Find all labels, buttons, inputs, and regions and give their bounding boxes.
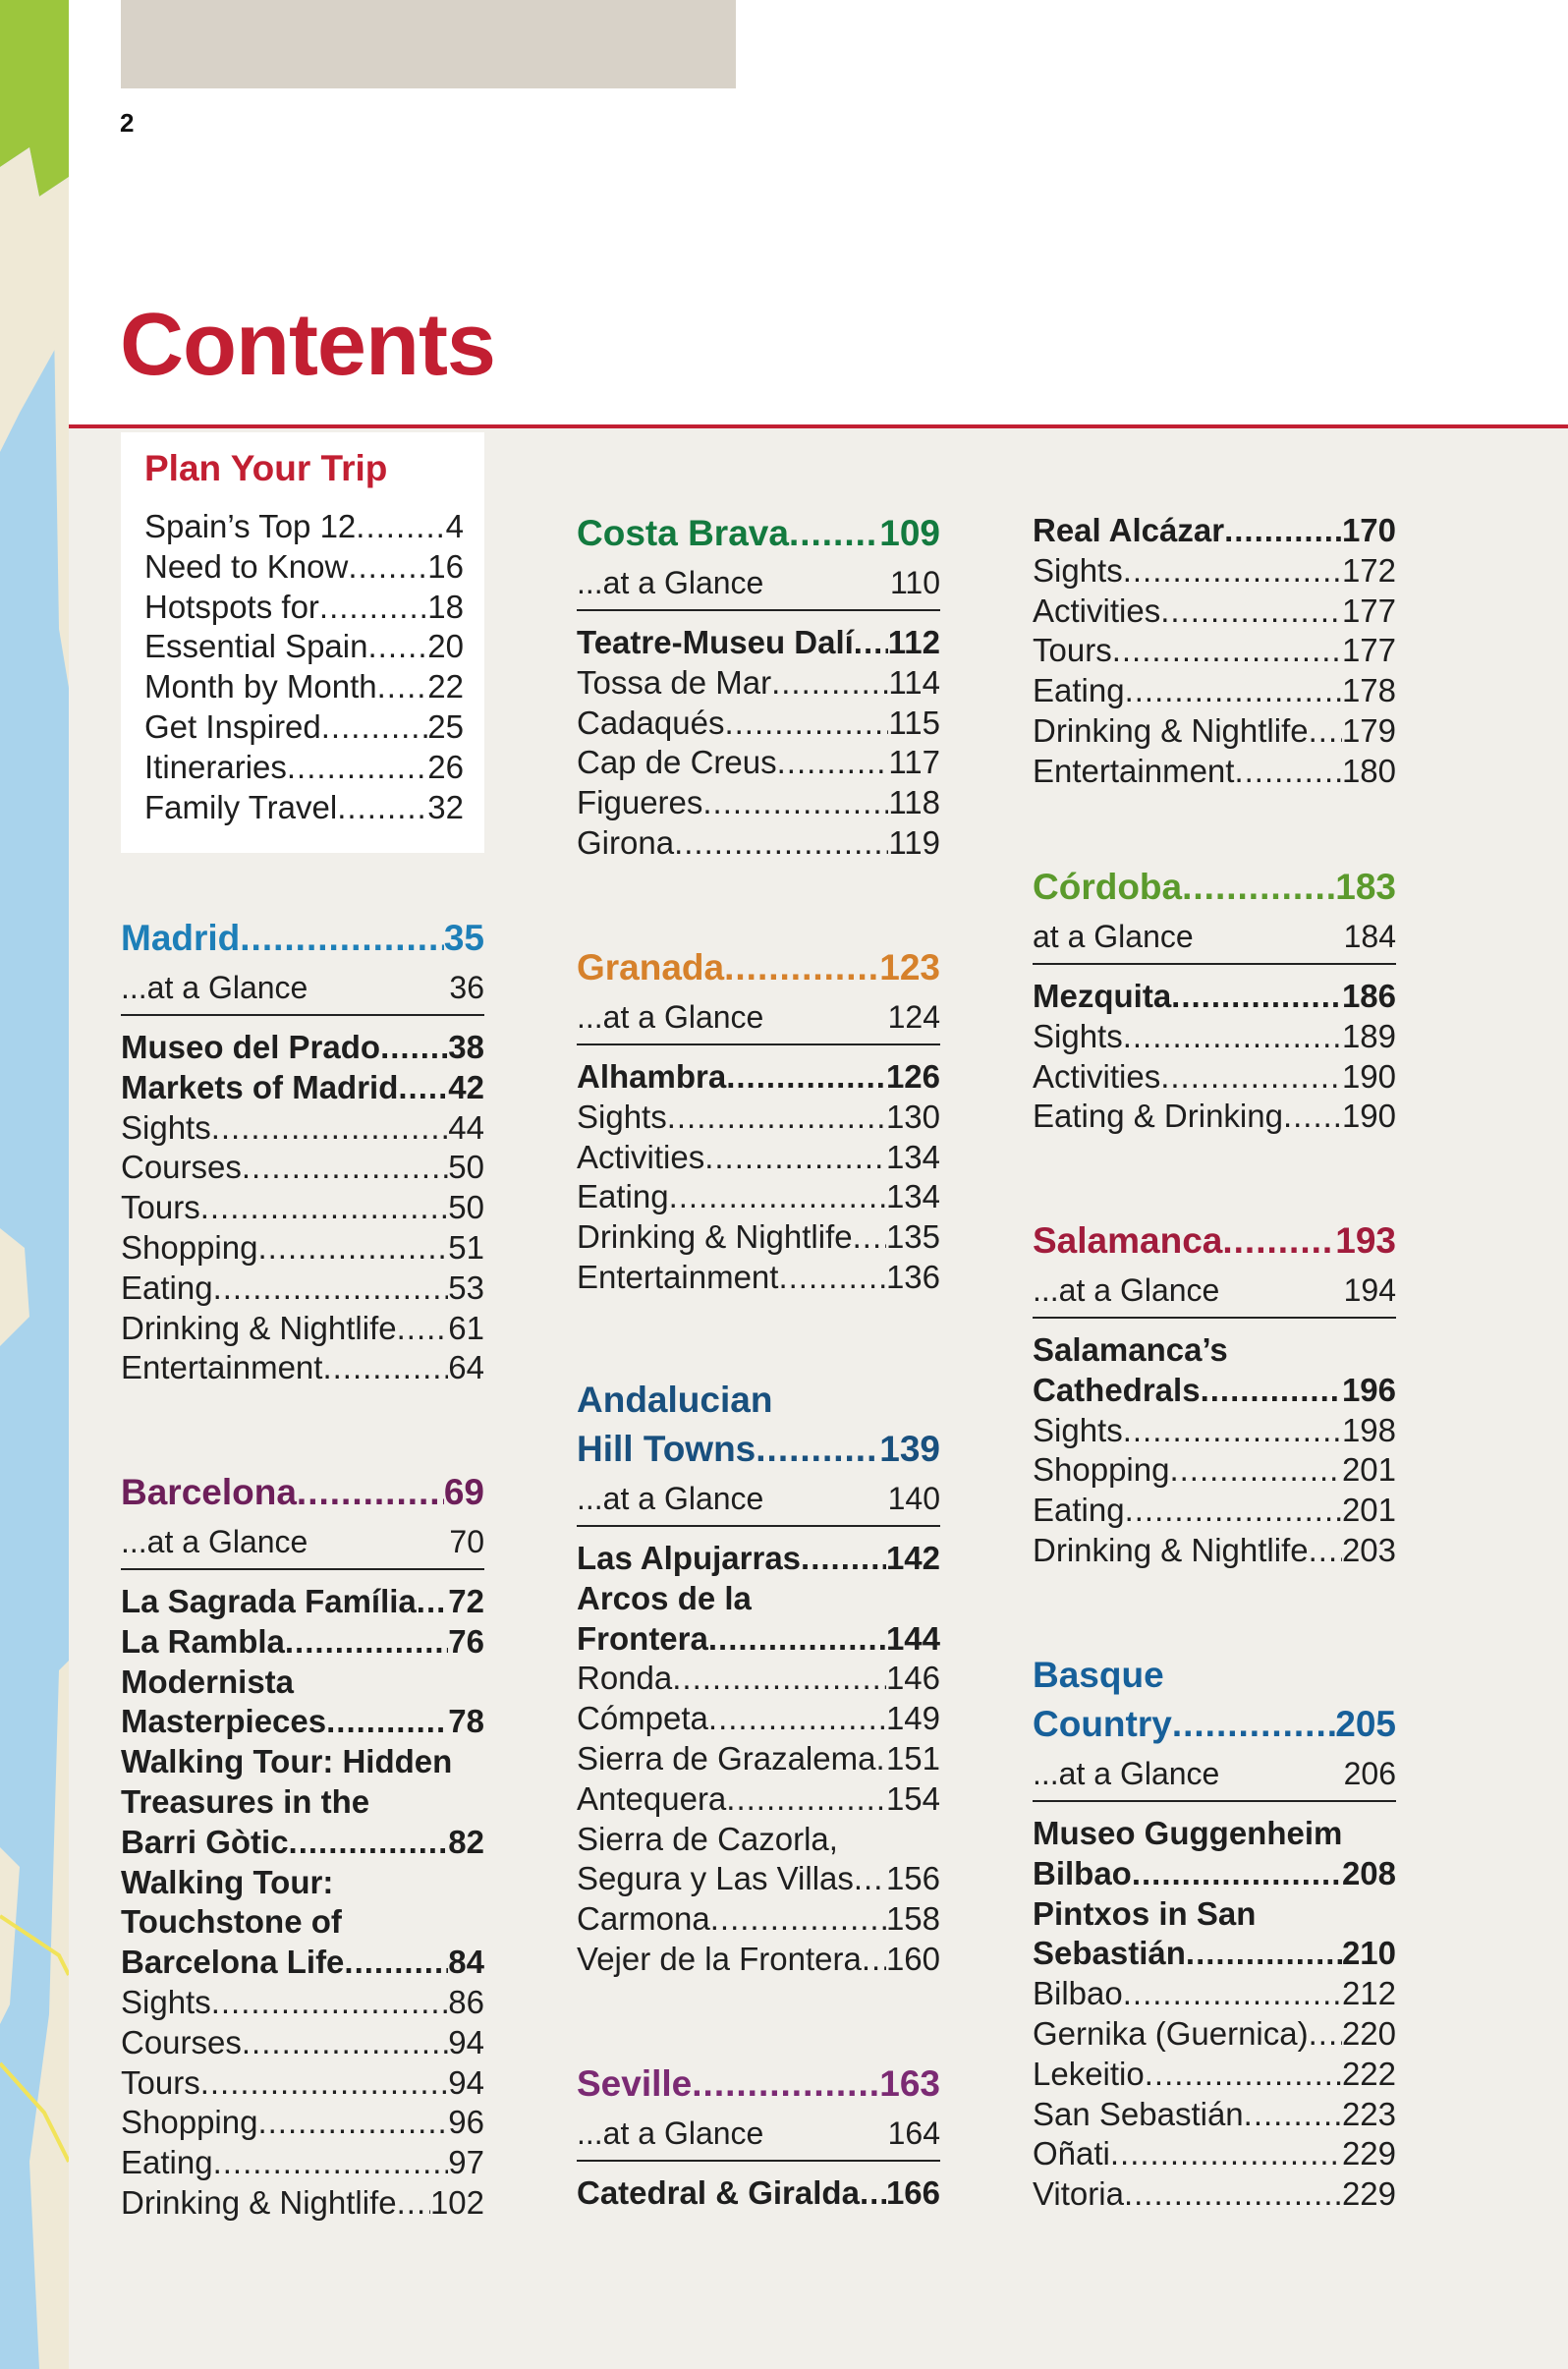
toc-entry[interactable]: Vejer de la Frontera ..... 160 (577, 1940, 940, 1980)
plan-title: Plan Your Trip (144, 448, 388, 488)
toc-entry-line[interactable]: Sierra de Cazorla, (577, 1820, 838, 1857)
map-strip (0, 0, 69, 2369)
toc-entry[interactable]: Sierra de Grazalema ..... 151 (577, 1739, 940, 1779)
section-costa-brava (577, 509, 940, 864)
toc-entry[interactable]: Shopping ..... 201 (1033, 1450, 1396, 1491)
section-andalucian-hill-towns (577, 1376, 940, 1980)
toc-entry[interactable]: Cap de Creus ..... 117 (577, 743, 940, 783)
toc-entry[interactable]: Drinking & Nightlife ..... 135 (577, 1217, 940, 1258)
at-a-glance[interactable]: ...at a Glance 70 (121, 1517, 484, 1570)
toc-entry[interactable]: Hotspots for ..... 18 (144, 588, 464, 628)
toc-entry[interactable]: Essential Spain ..... 20 (144, 627, 464, 667)
toc-entry[interactable]: Eating ..... 178 (1033, 671, 1396, 711)
toc-entry[interactable]: Activities ..... 134 (577, 1138, 940, 1178)
toc-entry[interactable]: La Rambla ..... 76 (121, 1622, 484, 1663)
toc-entry[interactable]: Drinking & Nightlife ..... 102 (121, 2183, 484, 2224)
toc-entry[interactable]: Eating & Drinking ..... 190 (1033, 1097, 1396, 1137)
section-basque-country (1033, 1651, 1396, 2215)
toc-entry[interactable]: Entertainment ..... 180 (1033, 752, 1396, 792)
toc-entry[interactable]: Sights ..... 86 (121, 1983, 484, 2023)
at-a-glance[interactable]: ...at a Glance 194 (1033, 1266, 1396, 1319)
toc-entry[interactable]: Shopping ..... 96 (121, 2103, 484, 2143)
toc-entry[interactable]: Las Alpujarras ..... 142 (577, 1539, 940, 1579)
at-a-glance[interactable]: at a Glance 184 (1033, 912, 1396, 965)
toc-entry[interactable]: Sights ..... 189 (1033, 1017, 1396, 1057)
section-title-line[interactable]: Basque (1033, 1655, 1164, 1695)
section-title[interactable]: Costa Brava ..... 109 (577, 509, 940, 558)
toc-entry[interactable]: Entertainment ..... 136 (577, 1258, 940, 1298)
at-a-glance[interactable]: ...at a Glance 110 (577, 558, 940, 611)
toc-entry[interactable]: Need to Know ..... 16 (144, 547, 464, 588)
section-title-line[interactable]: Andalucian (577, 1380, 773, 1420)
toc-entry[interactable]: Museo del Prado ..... 38 (121, 1028, 484, 1068)
toc-entry-line[interactable]: Arcos de la (577, 1579, 752, 1616)
toc-entry[interactable]: Get Inspired ..... 25 (144, 707, 464, 748)
toc-entry[interactable]: Spain’s Top 12 ..... 4 (144, 507, 464, 547)
section-cordoba (1033, 863, 1396, 1137)
toc-entry[interactable]: Sebastián ..... 210 (1033, 1934, 1396, 1974)
toc-entry[interactable]: Teatre-Museu Dalí ..... 112 (577, 623, 940, 663)
toc-entry[interactable]: Bilbao ..... 208 (1033, 1854, 1396, 1894)
section-plan-your-trip (144, 444, 464, 827)
toc-entry-line[interactable]: Walking Tour: (121, 1863, 334, 1900)
toc-entry[interactable]: Gernika (Guernica) ..... 220 (1033, 2014, 1396, 2055)
toc-entry[interactable]: Girona ..... 119 (577, 823, 940, 864)
section-salamanca (1033, 1216, 1396, 1571)
toc-entry-line[interactable]: Walking Tour: Hidden (121, 1743, 453, 1780)
section-title[interactable]: Salamanca ..... 193 (1033, 1216, 1396, 1266)
toc-entry[interactable]: Eating ..... 53 (121, 1269, 484, 1309)
toc-entry[interactable]: Catedral & Giralda ..... 166 (577, 2173, 940, 2214)
section-barcelona (121, 1468, 484, 2224)
toc-entry[interactable]: Lekeitio ..... 222 (1033, 2055, 1396, 2095)
toc-entry[interactable]: Tossa de Mar ..... 114 (577, 663, 940, 704)
toc-entry[interactable]: Courses ..... 94 (121, 2023, 484, 2063)
toc-entry-line[interactable]: Treasures in the (121, 1782, 370, 1820)
section-title[interactable]: Córdoba ..... 183 (1033, 863, 1396, 912)
toc-entry[interactable]: Family Travel ..... 32 (144, 788, 464, 828)
toc-entry[interactable]: Eating ..... 201 (1033, 1491, 1396, 1531)
toc-entry[interactable]: Ronda ..... 146 (577, 1659, 940, 1699)
toc-entry[interactable]: Vitoria ..... 229 (1033, 2174, 1396, 2215)
toc-entry[interactable]: Drinking & Nightlife ..... 203 (1033, 1531, 1396, 1571)
toc-entry[interactable]: Month by Month ..... 22 (144, 667, 464, 707)
toc-entry[interactable]: Eating ..... 134 (577, 1177, 940, 1217)
toc-entry[interactable]: San Sebastián ..... 223 (1033, 2095, 1396, 2135)
section-title[interactable]: Hill Towns ..... 139 (577, 1425, 940, 1474)
toc-entry-line[interactable]: Museo Guggenheim (1033, 1815, 1343, 1851)
toc-entry[interactable]: Cathedrals ..... 196 (1033, 1371, 1396, 1411)
at-a-glance[interactable]: ...at a Glance 164 (577, 2109, 940, 2162)
toc-entry-line[interactable]: Salamanca’s (1033, 1331, 1228, 1368)
toc-entry[interactable]: Sights ..... 44 (121, 1108, 484, 1149)
section-title[interactable]: Seville ..... 163 (577, 2059, 940, 2109)
section-title[interactable]: Madrid ..... 35 (121, 914, 484, 963)
at-a-glance[interactable]: ...at a Glance 206 (1033, 1749, 1396, 1802)
toc-entry-line[interactable]: Pintxos in San (1033, 1894, 1257, 1932)
toc-entry[interactable]: Entertainment ..... 64 (121, 1348, 484, 1388)
at-a-glance[interactable]: ...at a Glance 36 (121, 963, 484, 1016)
toc-entry[interactable]: Antequera ..... 154 (577, 1779, 940, 1820)
toc-entry[interactable]: Tours ..... 177 (1033, 631, 1396, 671)
toc-entry[interactable]: Markets of Madrid ..... 42 (121, 1068, 484, 1108)
toc-entry[interactable]: Courses ..... 50 (121, 1148, 484, 1188)
toc-entry[interactable]: Bilbao ..... 212 (1033, 1974, 1396, 2014)
toc-entry[interactable]: Sights ..... 172 (1033, 551, 1396, 592)
section-title[interactable]: Country ..... 205 (1033, 1700, 1396, 1749)
toc-entry[interactable]: Drinking & Nightlife ..... 179 (1033, 711, 1396, 752)
toc-entry[interactable]: Cadaqués ..... 115 (577, 704, 940, 744)
section-granada (577, 943, 940, 1298)
at-a-glance[interactable]: ...at a Glance 124 (577, 992, 940, 1045)
section-seville-continued (1033, 511, 1396, 792)
toc-entry[interactable]: Barri Gòtic ..... 82 (121, 1823, 484, 1863)
toc-entry-line[interactable]: Modernista (121, 1663, 295, 1700)
toc-entry[interactable]: Tours ..... 94 (121, 2063, 484, 2104)
toc-entry[interactable]: Oñati ..... 229 (1033, 2134, 1396, 2174)
toc-entry[interactable]: Frontera ..... 144 (577, 1619, 940, 1660)
toc-entry[interactable]: Sights ..... 130 (577, 1098, 940, 1138)
toc-entry[interactable]: Eating ..... 97 (121, 2143, 484, 2183)
toc-entry[interactable]: Masterpieces ..... 78 (121, 1702, 484, 1742)
toc-entry[interactable]: Barcelona Life ..... 84 (121, 1943, 484, 1983)
toc-entry[interactable]: Real Alcázar ..... 170 (1033, 511, 1396, 551)
toc-entry[interactable]: Figueres ..... 118 (577, 783, 940, 823)
page-title: Contents (120, 296, 495, 394)
toc-entry[interactable]: Carmona ..... 158 (577, 1899, 940, 1940)
toc-entry[interactable]: Segura y Las Villas ..... 156 (577, 1859, 940, 1899)
toc-entry[interactable]: Itineraries ..... 26 (144, 748, 464, 788)
toc-entry[interactable]: Sights ..... 198 (1033, 1411, 1396, 1451)
toc-entry[interactable]: Mezquita ..... 186 (1033, 977, 1396, 1017)
toc-entry[interactable]: Alhambra ..... 126 (577, 1057, 940, 1098)
toc-entry[interactable]: Tours ..... 50 (121, 1188, 484, 1228)
section-seville (577, 2059, 940, 2214)
page-number: 2 (120, 108, 135, 138)
toc-entry[interactable]: Cómpeta ..... 149 (577, 1699, 940, 1739)
toc-entry[interactable]: Activities ..... 177 (1033, 592, 1396, 632)
page-header-tab (121, 0, 736, 88)
at-a-glance[interactable]: ...at a Glance 140 (577, 1474, 940, 1527)
section-madrid (121, 914, 484, 1388)
section-title[interactable]: Granada ..... 123 (577, 943, 940, 992)
toc-entry[interactable]: Shopping ..... 51 (121, 1228, 484, 1269)
toc-entry[interactable]: Activities ..... 190 (1033, 1057, 1396, 1098)
toc-entry-line[interactable]: Touchstone of (121, 1903, 342, 1941)
toc-entry[interactable]: Drinking & Nightlife ..... 61 (121, 1309, 484, 1349)
section-title[interactable]: Barcelona ..... 69 (121, 1468, 484, 1517)
toc-entry[interactable]: La Sagrada Família ..... 72 (121, 1582, 484, 1622)
